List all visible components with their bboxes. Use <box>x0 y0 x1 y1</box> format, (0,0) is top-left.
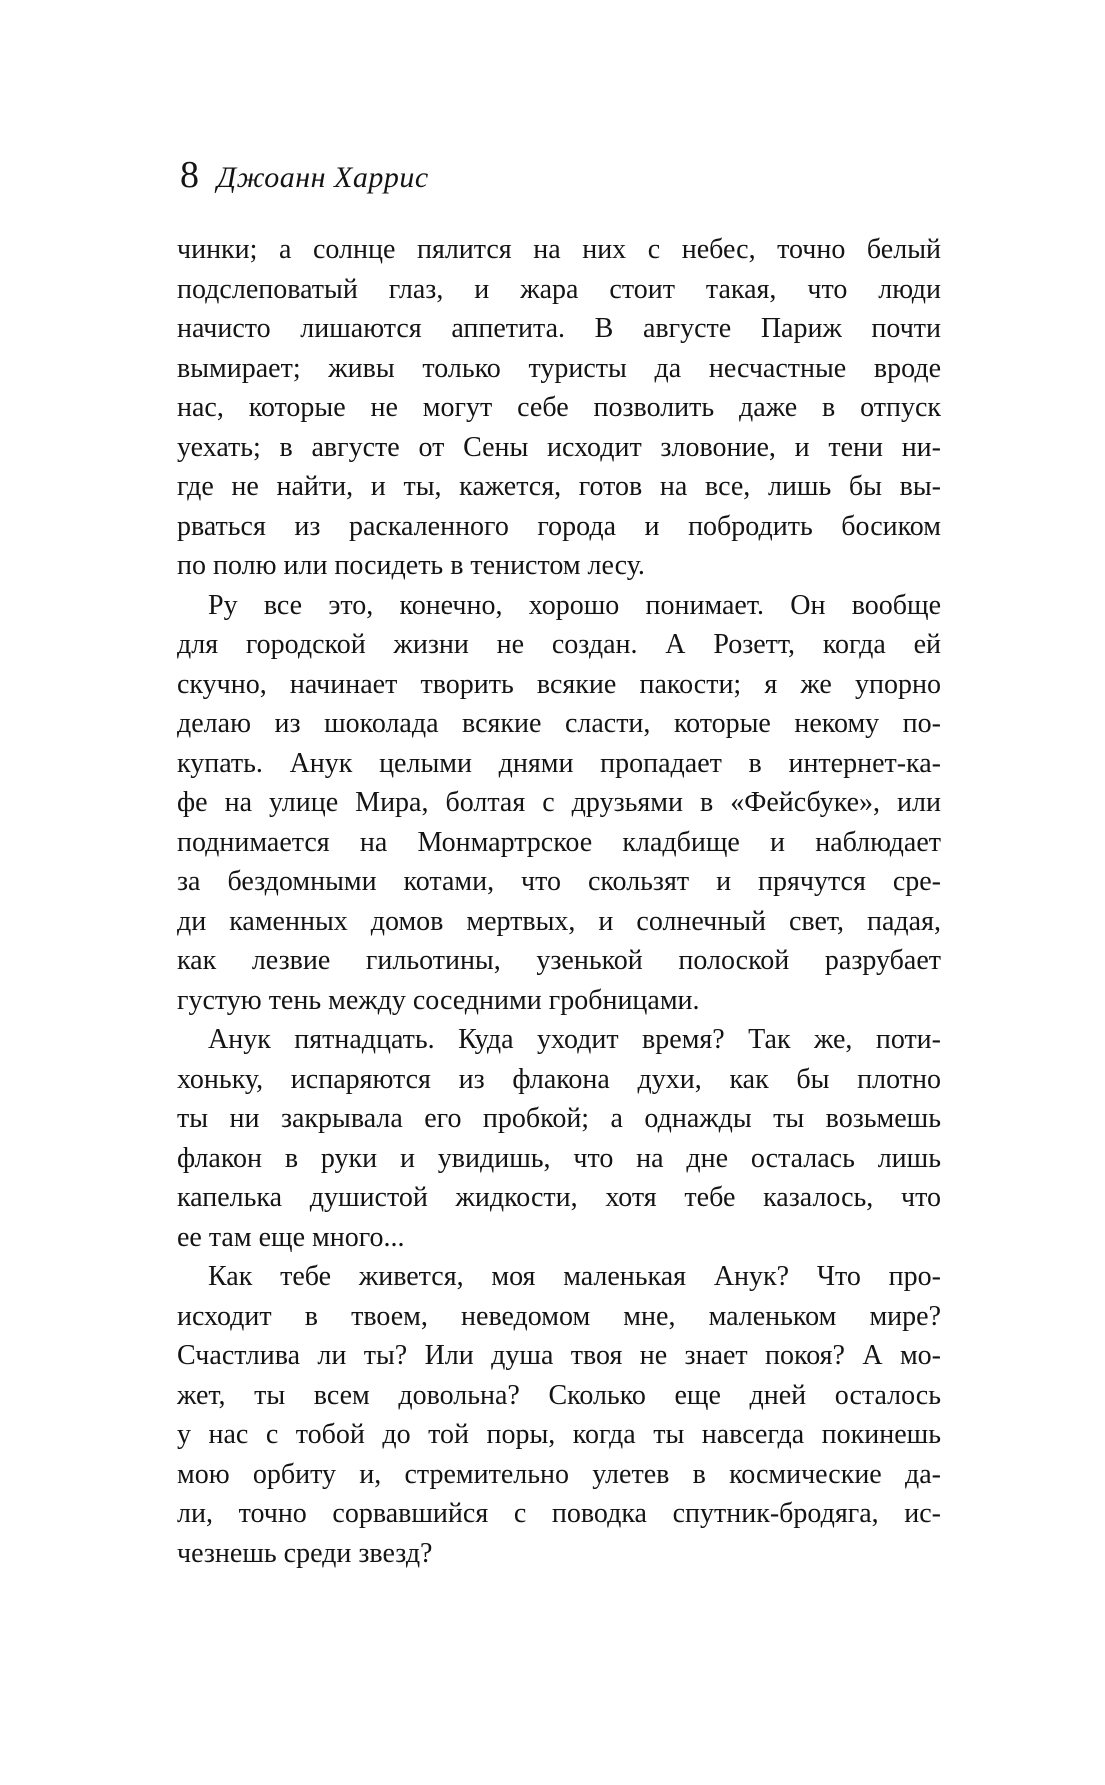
text-line: ди каменных домов мертвых, и солнечный свет, падая, <box>177 905 941 937</box>
text-line: Анук пятнадцать. Куда уходит время? Так же, поти- <box>208 1024 941 1055</box>
paragraph <box>177 1257 941 1573</box>
text-line: у нас с тобой до той поры, когда ты навсегда покинешь <box>177 1419 941 1450</box>
text-line: исходит в твоем, неведомом мне, маленьком мире? <box>177 1300 941 1332</box>
text-line: где не найти, и ты, кажется, готов на все, лишь бы вы- <box>177 471 941 502</box>
text-line: флакон в руки и увидишь, что на дне осталась лишь <box>177 1142 941 1174</box>
text-line: поднимается на Монмартрское кладбище и наблюдает <box>177 826 941 858</box>
text-line: Счастлива ли ты? Или душа твоя не знает покоя? А мо- <box>177 1340 941 1371</box>
text-line: фе на улице Мира, болтая с друзьями в «Фейсбуке», или <box>177 787 941 818</box>
text-line: густую тень между соседними гробницами. <box>177 984 700 1016</box>
text-line: уехать; в августе от Сены исходит зловоние, и тени ни- <box>177 431 941 463</box>
text-line: нас, которые не могут себе позволить даже в отпуск <box>177 392 941 423</box>
text-line: делаю из шоколада всякие сласти, которые некому по- <box>177 708 941 739</box>
text-line: жет, ты всем довольна? Сколько еще дней осталось <box>177 1379 941 1411</box>
running-head-author: Джоанн Харрис <box>217 161 429 194</box>
text-line: ли, точно сорвавшийся с поводка спутник-бродяга, ис- <box>177 1498 941 1529</box>
text-line: ее там еще много... <box>177 1221 405 1253</box>
text-line: как лезвие гильотины, узенькой полоской разрубает <box>177 945 941 976</box>
text-line: по полю или посидеть в тенистом лесу. <box>177 550 645 581</box>
text-line: Ру все это, конечно, хорошо понимает. Он вообще <box>208 589 941 621</box>
page-number: 8 <box>180 154 199 196</box>
text-line: для городской жизни не создан. А Розетт, когда ей <box>177 629 941 660</box>
paragraph <box>177 1020 941 1257</box>
paragraph <box>177 586 941 1021</box>
text-line: вымирает; живы только туристы да несчастные вроде <box>177 352 941 384</box>
text-line: начисто лишаются аппетита. В августе Париж почти <box>177 313 941 344</box>
page-body-text <box>177 230 941 1573</box>
text-line: мою орбиту и, стремительно улетев в космические да- <box>177 1458 941 1490</box>
text-line: рваться из раскаленного города и побродить босиком <box>177 510 941 542</box>
text-line: за бездомными котами, что скользят и прячутся сре- <box>177 866 941 897</box>
text-line: чинки; а солнце пялится на них с небес, точно белый <box>177 234 941 265</box>
text-line: подслеповатый глаз, и жара стоит такая, что люди <box>177 273 941 305</box>
page-header <box>180 156 429 194</box>
text-line: Как тебе живется, моя маленькая Анук? Что про- <box>208 1261 941 1292</box>
text-line: чезнешь среди звезд? <box>177 1537 433 1569</box>
text-line: капелька душистой жидкости, хотя тебе казалось, что <box>177 1182 941 1213</box>
paragraph <box>177 230 941 586</box>
text-line: хоньку, испаряются из флакона духи, как бы плотно <box>177 1063 941 1095</box>
text-line: ты ни закрывала его пробкой; а однажды ты возьмешь <box>177 1103 941 1134</box>
text-line: скучно, начинает творить всякие пакости; я же упорно <box>177 668 941 700</box>
text-line: купать. Анук целыми днями пропадает в интернет-ка- <box>177 747 941 779</box>
